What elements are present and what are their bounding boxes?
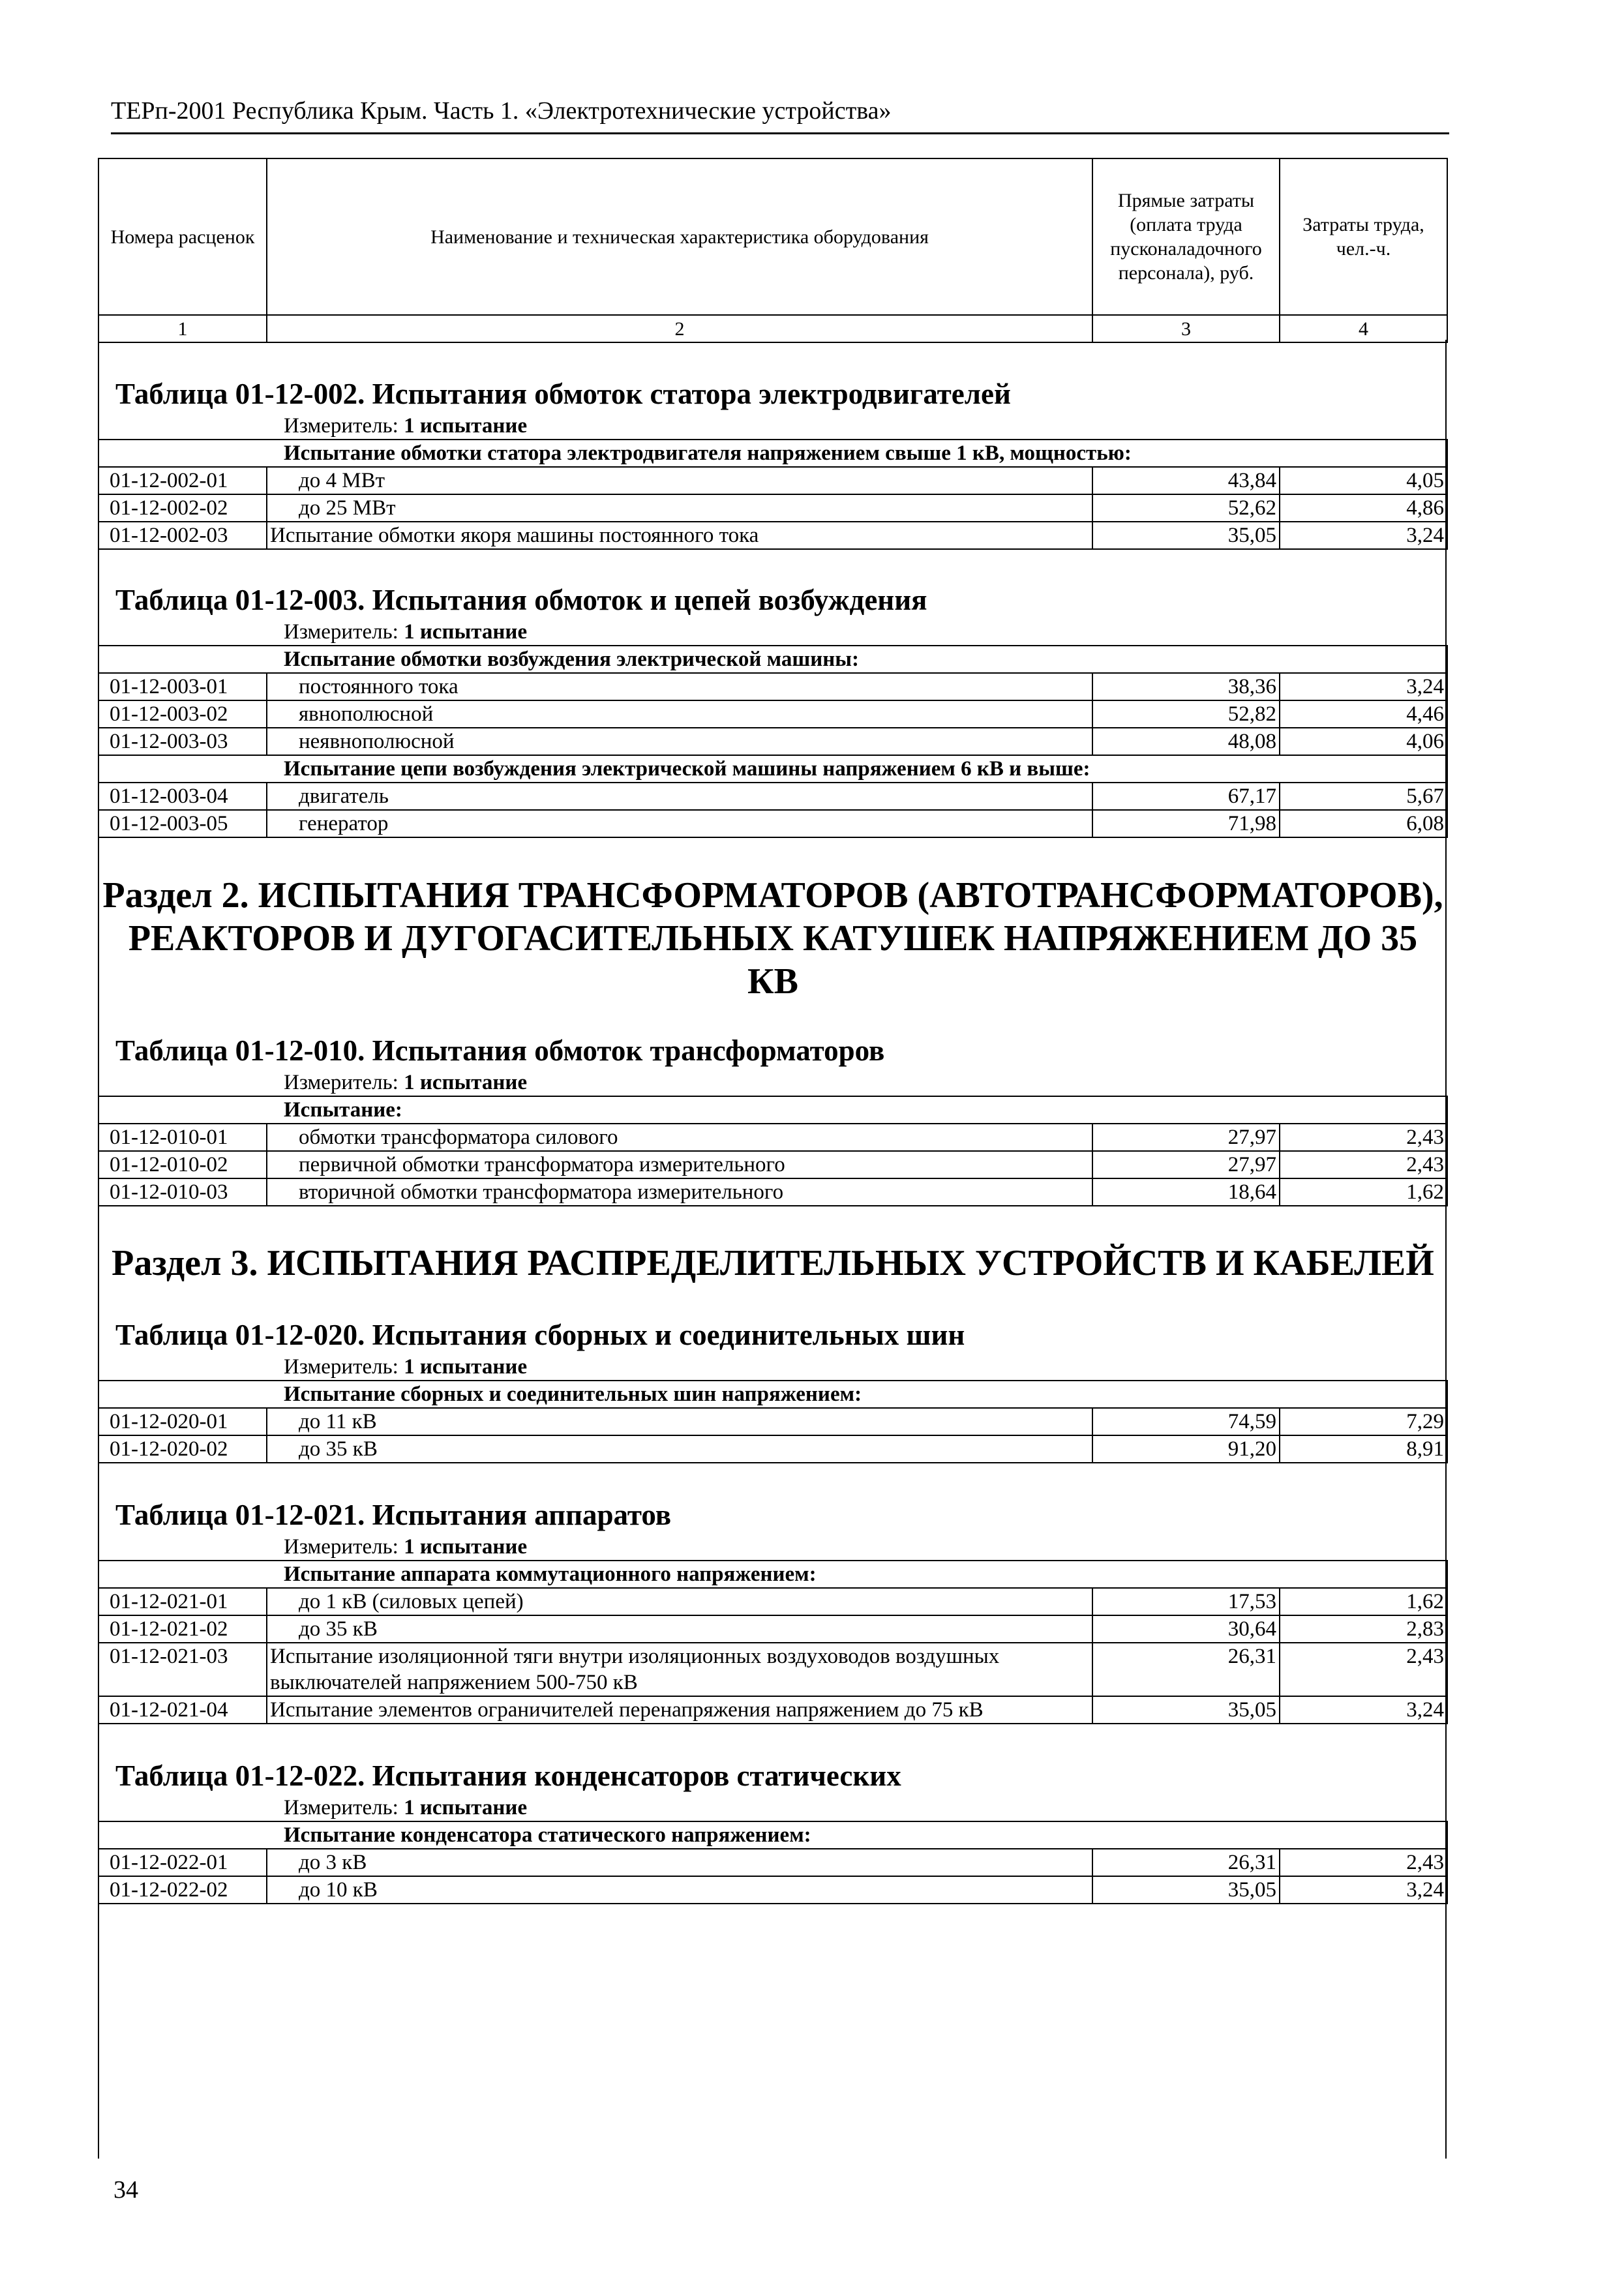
measure-label: Измеритель:	[284, 1355, 398, 1379]
measure-line	[284, 1534, 1447, 1560]
subheader-row	[98, 755, 1447, 783]
column-header-table	[98, 158, 1448, 343]
subheader-row	[98, 1821, 1447, 1849]
table-title: Таблица 01-12-021. Испытания аппаратов	[115, 1499, 672, 1531]
rate-code: 01-12-022-02	[98, 1876, 267, 1904]
measure-label: Измеритель:	[284, 1796, 398, 1819]
content-body	[99, 340, 1447, 1904]
rate-code: 01-12-021-02	[98, 1615, 267, 1643]
rate-code: 01-12-003-02	[98, 700, 267, 728]
table-row	[98, 1849, 1447, 1876]
measure-label: Измеритель:	[284, 1071, 398, 1094]
measure-line	[284, 1070, 1447, 1096]
item-name: Испытание изоляционной тяги внутри изоляционных воздуховодов воздушных выключателей напряжением 500-750 кВ	[267, 1643, 1092, 1696]
labor-value: 3,24	[1280, 1696, 1447, 1724]
direct-cost-value: 67,17	[1092, 783, 1280, 810]
rates-table	[98, 645, 1448, 838]
section-heading: Раздел 2. ИСПЫТАНИЯ ТРАНСФОРМАТОРОВ (АВТОТРАНСФОРМАТОРОВ), РЕАКТОРОВ И ДУГОГАСИТЕЛЬНЫХ КАТУШЕК НАПРЯЖЕНИЕМ ДО 35 КВ	[102, 875, 1443, 1002]
direct-cost-value: 71,98	[1092, 810, 1280, 837]
item-name: двигатель	[267, 783, 1092, 810]
item-name: до 1 кВ (силовых цепей)	[267, 1588, 1092, 1615]
item-name: до 4 МВт	[267, 467, 1092, 494]
direct-cost-value: 26,31	[1092, 1849, 1280, 1876]
spacer	[99, 1206, 1447, 1242]
measure-value: 1 испытание	[404, 1355, 528, 1379]
rate-code: 01-12-021-01	[98, 1588, 267, 1615]
rate-code: 01-12-010-01	[98, 1124, 267, 1151]
table-row	[98, 728, 1447, 755]
labor-value: 4,05	[1280, 467, 1447, 494]
subheader-text: Испытание обмотки статора электродвигателя напряжением свыше 1 кВ, мощностью:	[98, 440, 1447, 467]
table-row	[98, 1178, 1447, 1206]
table-row	[98, 1876, 1447, 1904]
column-header-direct-costs: Прямые затраты (оплата труда пусконаладочного персонала), руб.	[1092, 158, 1280, 315]
rate-code: 01-12-003-05	[98, 810, 267, 837]
content-frame	[98, 340, 1447, 2159]
table-row	[98, 1643, 1447, 1696]
subheader-row	[98, 1381, 1447, 1408]
column-header-labor: Затраты труда, чел.-ч.	[1280, 158, 1447, 315]
labor-value: 4,46	[1280, 700, 1447, 728]
table-row	[98, 1435, 1447, 1463]
subheader-text: Испытание цепи возбуждения электрической машины напряжением 6 кВ и выше:	[98, 755, 1447, 783]
item-name: явнополюсной	[267, 700, 1092, 728]
column-number-1: 1	[98, 315, 267, 342]
rate-code: 01-12-003-04	[98, 783, 267, 810]
rate-code: 01-12-002-02	[98, 494, 267, 522]
measure-value: 1 испытание	[404, 414, 528, 438]
section-heading: Раздел 3. ИСПЫТАНИЯ РАСПРЕДЕЛИТЕЛЬНЫХ УСТРОЙСТВ И КАБЕЛЕЙ	[112, 1243, 1434, 1283]
measure-value: 1 испытание	[404, 1071, 528, 1094]
rate-code: 01-12-010-02	[98, 1151, 267, 1178]
spacer	[99, 838, 1447, 874]
labor-value: 2,43	[1280, 1151, 1447, 1178]
subheader-row	[98, 1561, 1447, 1588]
spacer	[99, 1285, 1447, 1316]
rates-table	[98, 1560, 1448, 1724]
rate-code: 01-12-010-03	[98, 1178, 267, 1206]
subheader-text: Испытание аппарата коммутационного напряжением:	[98, 1561, 1447, 1588]
subheader-text: Испытание конденсатора статического напряжением:	[98, 1821, 1447, 1849]
labor-value: 7,29	[1280, 1408, 1447, 1435]
measure-label: Измеритель:	[284, 620, 398, 644]
labor-value: 8,91	[1280, 1435, 1447, 1463]
subheader-row	[98, 646, 1447, 673]
item-name: постоянного тока	[267, 673, 1092, 700]
item-name: до 25 МВт	[267, 494, 1092, 522]
labor-value: 4,06	[1280, 728, 1447, 755]
table-row	[98, 1588, 1447, 1615]
direct-cost-value: 91,20	[1092, 1435, 1280, 1463]
direct-cost-value: 52,82	[1092, 700, 1280, 728]
labor-value: 3,24	[1280, 673, 1447, 700]
labor-value: 3,24	[1280, 522, 1447, 549]
subheader-text: Испытание:	[98, 1096, 1447, 1124]
labor-value: 5,67	[1280, 783, 1447, 810]
labor-value: 2,43	[1280, 1643, 1447, 1696]
labor-value: 2,83	[1280, 1615, 1447, 1643]
table-row	[98, 522, 1447, 549]
rates-table	[98, 1380, 1448, 1463]
measure-line	[284, 413, 1447, 439]
item-name: генератор	[267, 810, 1092, 837]
rate-code: 01-12-021-04	[98, 1696, 267, 1724]
column-number-3: 3	[1092, 315, 1280, 342]
table-row	[98, 1696, 1447, 1724]
item-name: до 11 кВ	[267, 1408, 1092, 1435]
labor-value: 6,08	[1280, 810, 1447, 837]
direct-cost-value: 74,59	[1092, 1408, 1280, 1435]
labor-value: 2,43	[1280, 1124, 1447, 1151]
table-row	[98, 783, 1447, 810]
spacer	[99, 1463, 1447, 1496]
direct-cost-value: 17,53	[1092, 1588, 1280, 1615]
table-title: Таблица 01-12-022. Испытания конденсаторов статических	[115, 1759, 901, 1792]
table-row	[98, 1615, 1447, 1643]
table-title: Таблица 01-12-003. Испытания обмоток и цепей возбуждения	[115, 584, 927, 616]
item-name: до 3 кВ	[267, 1849, 1092, 1876]
direct-cost-value: 27,97	[1092, 1124, 1280, 1151]
table-title: Таблица 01-12-010. Испытания обмоток трансформаторов	[115, 1034, 885, 1067]
column-header-codes: Номера расценок	[98, 158, 267, 315]
item-name: первичной обмотки трансформатора измерительного	[267, 1151, 1092, 1178]
table-row	[98, 700, 1447, 728]
table-row	[98, 1408, 1447, 1435]
measure-value: 1 испытание	[404, 620, 528, 644]
rate-code: 01-12-022-01	[98, 1849, 267, 1876]
table-title: Таблица 01-12-002. Испытания обмоток статора электродвигателей	[115, 378, 1011, 410]
item-name: обмотки трансформатора силового	[267, 1124, 1092, 1151]
table-row	[98, 810, 1447, 837]
direct-cost-value: 27,97	[1092, 1151, 1280, 1178]
column-number-2: 2	[267, 315, 1092, 342]
direct-cost-value: 38,36	[1092, 673, 1280, 700]
direct-cost-value: 35,05	[1092, 522, 1280, 549]
rate-code: 01-12-003-01	[98, 673, 267, 700]
subheader-row	[98, 1096, 1447, 1124]
measure-line	[284, 1354, 1447, 1380]
labor-value: 2,43	[1280, 1849, 1447, 1876]
measure-label: Измеритель:	[284, 1535, 398, 1559]
table-row	[98, 1151, 1447, 1178]
direct-cost-value: 18,64	[1092, 1178, 1280, 1206]
rate-code: 01-12-002-03	[98, 522, 267, 549]
rate-code: 01-12-003-03	[98, 728, 267, 755]
labor-value: 1,62	[1280, 1588, 1447, 1615]
column-header-name: Наименование и техническая характеристика оборудования	[267, 158, 1092, 315]
subheader-text: Испытание обмотки возбуждения электрической машины:	[98, 646, 1447, 673]
column-number-4: 4	[1280, 315, 1447, 342]
spacer	[99, 340, 1447, 375]
direct-cost-value: 35,05	[1092, 1696, 1280, 1724]
measure-line	[284, 619, 1447, 645]
item-name: до 10 кВ	[267, 1876, 1092, 1904]
rate-code: 01-12-020-01	[98, 1408, 267, 1435]
table-row	[98, 1124, 1447, 1151]
table-title: Таблица 01-12-020. Испытания сборных и соединительных шин	[115, 1319, 965, 1351]
item-name: Испытание элементов ограничителей перенапряжения напряжением до 75 кВ	[267, 1696, 1092, 1724]
direct-cost-value: 26,31	[1092, 1643, 1280, 1696]
spacer	[99, 1003, 1447, 1032]
direct-cost-value: 35,05	[1092, 1876, 1280, 1904]
page-header: ТЕРп-2001 Республика Крым. Часть 1. «Электротехнические устройства»	[111, 97, 1449, 134]
item-name: вторичной обмотки трансформатора измерительного	[267, 1178, 1092, 1206]
rates-table	[98, 439, 1448, 550]
item-name: до 35 кВ	[267, 1615, 1092, 1643]
labor-value: 4,86	[1280, 494, 1447, 522]
page-number: 34	[113, 2176, 138, 2204]
direct-cost-value: 52,62	[1092, 494, 1280, 522]
spacer	[99, 1724, 1447, 1757]
direct-cost-value: 30,64	[1092, 1615, 1280, 1643]
measure-value: 1 испытание	[404, 1796, 528, 1819]
subheader-text: Испытание сборных и соединительных шин напряжением:	[98, 1381, 1447, 1408]
rate-code: 01-12-021-03	[98, 1643, 267, 1696]
rates-table	[98, 1821, 1448, 1904]
measure-line	[284, 1795, 1447, 1821]
table-row	[98, 467, 1447, 494]
measure-label: Измеритель:	[284, 414, 398, 438]
table-row	[98, 494, 1447, 522]
rate-code: 01-12-002-01	[98, 467, 267, 494]
subheader-row	[98, 440, 1447, 467]
measure-value: 1 испытание	[404, 1535, 528, 1559]
direct-cost-value: 48,08	[1092, 728, 1280, 755]
direct-cost-value: 43,84	[1092, 467, 1280, 494]
spacer	[99, 550, 1447, 581]
rate-code: 01-12-020-02	[98, 1435, 267, 1463]
labor-value: 3,24	[1280, 1876, 1447, 1904]
rates-table	[98, 1096, 1448, 1206]
item-name: неявнополюсной	[267, 728, 1092, 755]
table-row	[98, 673, 1447, 700]
item-name: Испытание обмотки якоря машины постоянного тока	[267, 522, 1092, 549]
labor-value: 1,62	[1280, 1178, 1447, 1206]
item-name: до 35 кВ	[267, 1435, 1092, 1463]
